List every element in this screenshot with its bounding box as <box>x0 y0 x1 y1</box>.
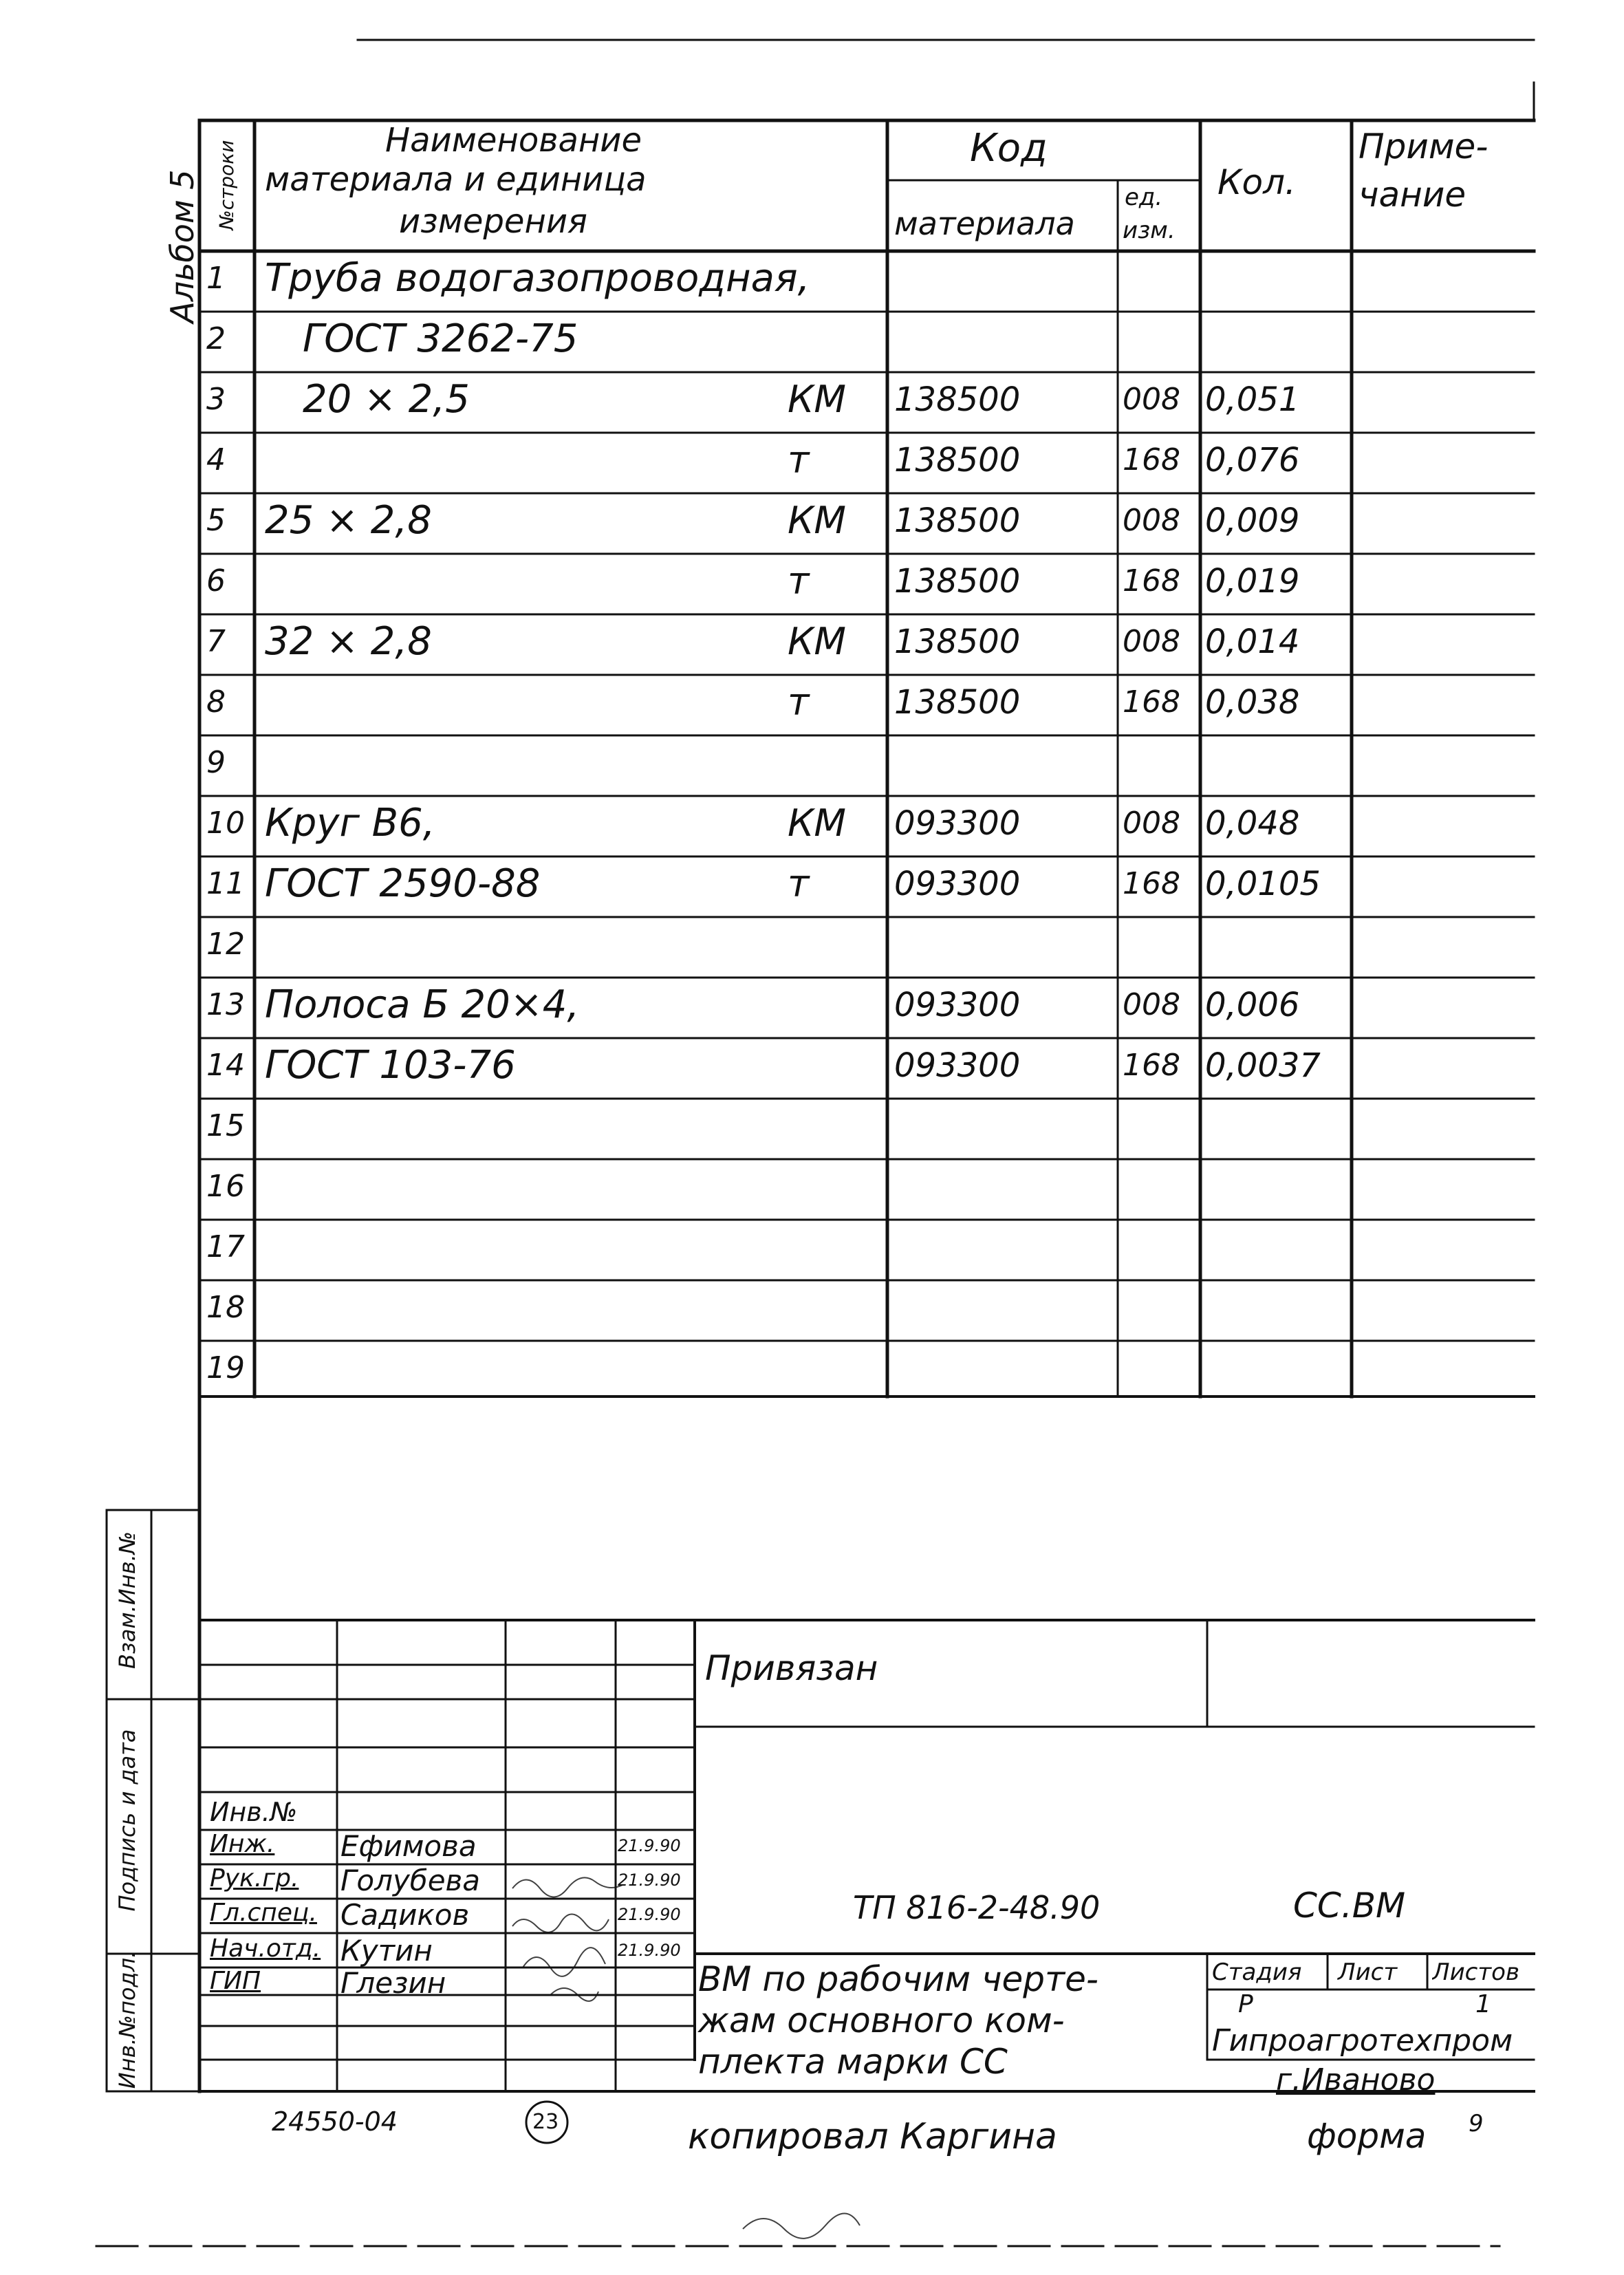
cell-material-name: ГОСТ 3262-75 <box>303 316 578 361</box>
copied-by: копировал Каргина <box>688 2116 1057 2157</box>
cell-quantity: 0,0105 <box>1205 865 1321 903</box>
cell-unit-code: 168 <box>1123 442 1180 477</box>
cell-unit: т <box>788 680 810 724</box>
table-row <box>0 1099 1624 1159</box>
cell-material-code: 138500 <box>894 623 1021 661</box>
doc-description-line2: жам основного ком- <box>698 2001 1065 2040</box>
table-row <box>0 1280 1624 1341</box>
cell-material-name: Полоса Б 20×4, <box>265 982 580 1027</box>
cell-material-code: 138500 <box>894 502 1021 540</box>
signatory-name: Садиков <box>340 1898 470 1932</box>
signatory-role: ГИП <box>210 1967 261 1995</box>
cell-row-number: 1 <box>206 261 226 296</box>
cell-row-number: 7 <box>206 624 226 659</box>
cell-row-number: 11 <box>206 866 245 901</box>
table-row <box>0 917 1624 978</box>
header-note-line1: Приме- <box>1358 127 1488 166</box>
cell-unit-code: 008 <box>1123 987 1180 1022</box>
cell-unit: т <box>788 559 810 603</box>
cell-quantity: 0,006 <box>1205 986 1300 1024</box>
cell-row-number: 18 <box>206 1290 245 1325</box>
table-row <box>0 614 1624 675</box>
header-code: Код <box>970 126 1048 171</box>
cell-unit-code: 168 <box>1123 866 1180 901</box>
side-label-replacement-inv: Взам.Инв.№ <box>114 1531 140 1670</box>
cell-row-number: 8 <box>206 684 226 720</box>
cell-quantity: 0,014 <box>1205 623 1300 661</box>
signatory-name: Голубева <box>340 1864 481 1897</box>
page-circle-number: 23 <box>532 2110 559 2134</box>
cell-unit-code: 168 <box>1123 684 1180 720</box>
sheets-label: Листов <box>1432 1961 1520 1984</box>
cell-material-name: ГОСТ 103-76 <box>265 1043 516 1088</box>
cell-row-number: 6 <box>206 563 226 599</box>
cell-quantity: 0,038 <box>1205 683 1300 722</box>
cell-row-number: 10 <box>206 806 245 841</box>
table-row <box>0 554 1624 614</box>
cell-material-name: 25 × 2,8 <box>265 498 432 543</box>
cell-material-name: 32 × 2,8 <box>265 619 432 664</box>
signatory-date: 21.9.90 <box>618 1942 681 1959</box>
stage-value: Р <box>1238 1990 1253 2018</box>
table-row <box>0 735 1624 796</box>
cell-unit-code: 008 <box>1123 806 1180 841</box>
doc-mark: СС.ВМ <box>1293 1886 1406 1926</box>
cell-unit: КМ <box>788 378 846 421</box>
signatory-name: Ефимова <box>340 1829 477 1863</box>
cell-unit: т <box>788 438 810 482</box>
cell-material-name: Труба водогазопроводная, <box>265 256 810 301</box>
sheet-label: Лист <box>1338 1959 1398 1986</box>
cell-quantity: 0,009 <box>1205 502 1300 540</box>
inv-no-label: Инв.№ <box>210 1797 298 1827</box>
cell-row-number: 15 <box>206 1108 245 1143</box>
stage-label: Стадия <box>1212 1959 1302 1986</box>
header-code-material: материала <box>894 205 1075 242</box>
form-label: форма <box>1307 2116 1427 2156</box>
signatory-date: 21.9.90 <box>618 1906 681 1923</box>
cell-row-number: 14 <box>206 1048 245 1083</box>
table-row <box>0 978 1624 1038</box>
archive-number: 24550-04 <box>272 2106 398 2137</box>
doc-description-line3: плекта марки СС <box>698 2042 1008 2082</box>
cell-row-number: 2 <box>206 321 226 356</box>
cell-row-number: 13 <box>206 987 245 1022</box>
signatory-date: 21.9.90 <box>618 1872 681 1888</box>
cell-material-name: Круг В6, <box>265 801 435 845</box>
city: г.Иваново <box>1276 2062 1436 2098</box>
cell-quantity: 0,076 <box>1205 441 1300 479</box>
signatory-name: Глезин <box>340 1966 446 2000</box>
cell-unit: т <box>788 862 810 905</box>
cell-material-code: 138500 <box>894 380 1021 419</box>
header-row-number: №строки <box>215 140 238 230</box>
cell-material-code: 138500 <box>894 683 1021 722</box>
doc-description-line1: ВМ по рабочим черте- <box>698 1959 1098 1999</box>
cell-unit-code: 008 <box>1123 382 1180 417</box>
cell-quantity: 0,0037 <box>1205 1046 1321 1085</box>
table-row <box>0 493 1624 554</box>
table-row <box>0 1159 1624 1220</box>
form-number: 9 <box>1469 2110 1484 2137</box>
cell-quantity: 0,019 <box>1205 562 1300 601</box>
doc-code: ТП 816-2-48.90 <box>853 1889 1101 1926</box>
table-row <box>0 251 1624 312</box>
table-row <box>0 856 1624 917</box>
table-row <box>0 372 1624 433</box>
cell-unit-code: 008 <box>1123 503 1180 538</box>
cell-material-code: 138500 <box>894 441 1021 479</box>
cell-material-code: 093300 <box>894 804 1021 843</box>
table-row <box>0 433 1624 493</box>
cell-unit-code: 168 <box>1123 563 1180 599</box>
cell-unit-code: 008 <box>1123 624 1180 659</box>
cell-row-number: 12 <box>206 927 245 962</box>
cell-unit: КМ <box>788 620 846 663</box>
cell-row-number: 19 <box>206 1350 245 1386</box>
cell-quantity: 0,051 <box>1205 380 1300 419</box>
cell-material-name: ГОСТ 2590-88 <box>265 861 541 906</box>
cell-row-number: 5 <box>206 503 226 538</box>
signatory-role: Нач.отд. <box>210 1934 321 1963</box>
sheet-value: 1 <box>1475 1990 1491 2018</box>
side-label-signature-date: Подпись и дата <box>114 1729 140 1912</box>
cell-row-number: 9 <box>206 745 226 780</box>
table-row <box>0 796 1624 856</box>
cell-quantity: 0,048 <box>1205 804 1300 843</box>
side-label-original-inv: Инв.№подл. <box>114 1950 140 2089</box>
cell-unit: КМ <box>788 499 846 542</box>
header-name-line3: измерения <box>399 202 587 241</box>
organization: Гипроагротехпром <box>1212 2026 1513 2056</box>
cell-row-number: 3 <box>206 382 226 417</box>
table-row <box>0 675 1624 735</box>
table-row <box>0 1038 1624 1099</box>
header-qty: Кол. <box>1217 162 1296 202</box>
cell-row-number: 17 <box>206 1229 245 1264</box>
header-unit-line2: изм. <box>1123 217 1176 244</box>
signatory-name: Кутин <box>340 1934 433 1967</box>
cell-row-number: 16 <box>206 1169 245 1204</box>
table-row <box>0 1341 1624 1401</box>
cell-material-code: 093300 <box>894 865 1021 903</box>
linked-label: Привязан <box>705 1648 878 1688</box>
header-name-line1: Наименование <box>385 121 642 160</box>
cell-row-number: 4 <box>206 442 226 477</box>
cell-unit: КМ <box>788 801 846 845</box>
table-row <box>0 312 1624 372</box>
table-row <box>0 1220 1624 1280</box>
album-label: Альбом 5 <box>164 169 201 323</box>
cell-material-code: 138500 <box>894 562 1021 601</box>
header-name-line2: материала и единица <box>265 160 647 199</box>
signatory-role: Гл.спец. <box>210 1899 317 1927</box>
signatory-role: Инж. <box>210 1830 275 1858</box>
cell-material-code: 093300 <box>894 986 1021 1024</box>
signatory-role: Рук.гр. <box>210 1864 299 1893</box>
header-note-line2: чание <box>1358 175 1466 215</box>
signatory-date: 21.9.90 <box>618 1837 681 1854</box>
cell-material-code: 093300 <box>894 1046 1021 1085</box>
cell-unit-code: 168 <box>1123 1048 1180 1083</box>
cell-material-name: 20 × 2,5 <box>303 377 470 422</box>
header-unit-line1: ед. <box>1125 184 1163 211</box>
